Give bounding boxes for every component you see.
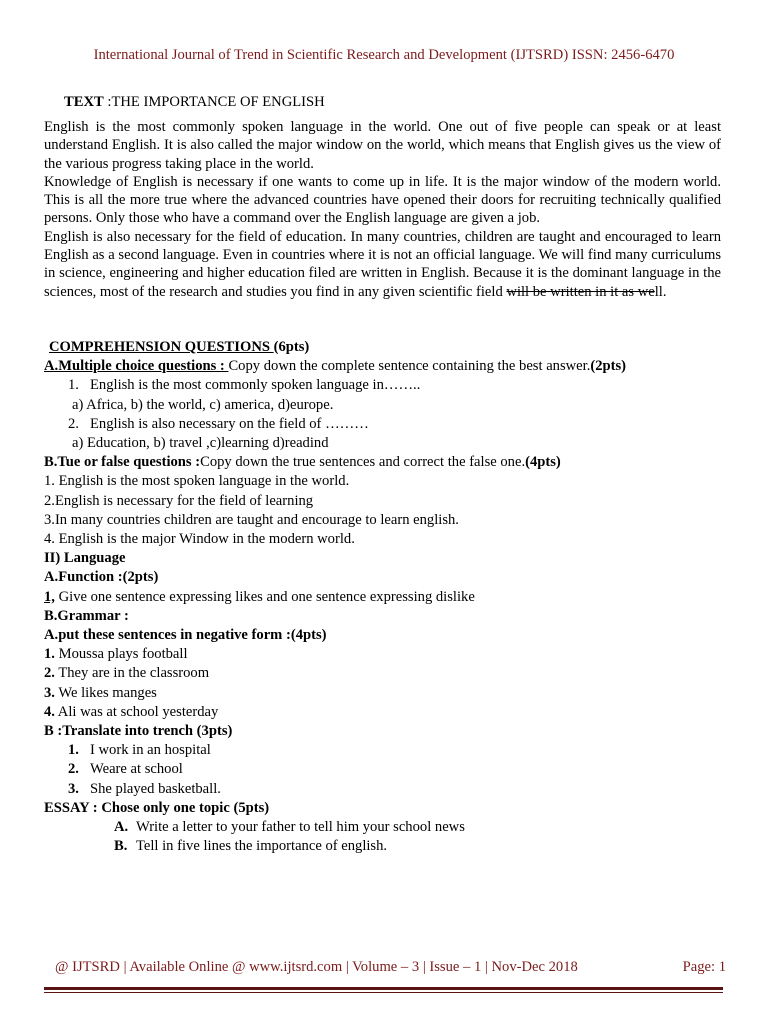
paragraph-3 (44, 228, 721, 301)
struck-text: will be written in it as we (506, 283, 655, 300)
essay-heading: ESSAY : Chose only one topic (5pts) (44, 799, 270, 816)
function-item: 1, Give one sentence expressing likes and one sentence expressing dislike (44, 588, 475, 605)
paragraph-2: Knowledge of English is necessary if one wants to come up in life. It is the major window of the modern world. This is all the more true where the advanced countries have opened their doors for recruiting technically qualified persons. Only those who have a command over the English language are given a job. (44, 173, 721, 227)
negative-item: 4. Ali was at school yesterday (44, 703, 219, 720)
title-text: :THE IMPORTANCE OF ENGLISH (103, 94, 325, 110)
text-title (64, 94, 325, 111)
negative-item: 1. Moussa plays football (44, 646, 188, 663)
mcq-options-2: a) Education, b) travel ,c)learning d)readind (72, 435, 329, 452)
paragraph-1: English is the most commonly spoken language in the world. One out of five people can speak or at least understand English. It is also called the major window on the world, which means that English gives us the view of the various progress taking place in the world. (44, 119, 721, 172)
footer-rule-thin (44, 992, 723, 993)
title-label: TEXT (64, 94, 104, 110)
mcq-instruction: A.Multiple choice questions : Copy down the complete sentence containing the best answer.(2pts) (44, 358, 627, 375)
reading-passage (44, 118, 721, 301)
mcq-options-1: a) Africa, b) the world, c) america, d)europe. (72, 396, 334, 413)
language-heading: II) Language (44, 550, 126, 567)
paragraph-3-main: English is also necessary for the field of education. In many countries, children are taught and encouraged to learn English as a second language. Even in countries where it is not an official language. We will find many curriculums in science, engineering and higher education filed are written in English. Because it is the dominant language in the sciences, most of the research and studies you find in any given scientific field (44, 228, 721, 300)
negative-item: 2. They are in the classroom (44, 665, 210, 682)
footer-rule-thick (44, 987, 723, 990)
questions-section (44, 338, 734, 856)
grammar-heading: B.Grammar : (44, 607, 129, 624)
paragraph-3-end: ll. (654, 283, 667, 300)
essay-topic: A. Write a letter to your father to tell him your school news (114, 819, 465, 836)
translate-item: 2. Weare at school (68, 761, 183, 778)
mcq-question-1: 1. English is the most commonly spoken language in…….. (68, 377, 421, 394)
tf-item: 1. English is the most spoken language in the world. (44, 473, 350, 490)
translate-item: 1. I work in an hospital (68, 742, 211, 759)
translate-heading: B :Translate into trench (3pts) (44, 723, 233, 740)
page-number: Page: 1 (682, 959, 726, 975)
translate-item: 3. She played basketball. (68, 780, 221, 797)
mcq-question-2: 2. English is also necessary on the field of ……… (68, 415, 369, 432)
tf-instruction: B.Tue or false questions :Copy down the true sentences and correct the false one.(4pts) (44, 454, 561, 471)
journal-header: International Journal of Trend in Scientific Research and Development (IJTSRD) ISSN: 2456-6470 (93, 47, 675, 63)
tf-item: 2.English is necessary for the field of learning (44, 492, 314, 509)
function-heading: A.Function :(2pts) (44, 569, 159, 586)
tf-item: 4. English is the major Window in the modern world. (44, 531, 355, 548)
negative-item: 3. We likes manges (44, 684, 157, 701)
tf-item: 3.In many countries children are taught and encourage to learn english. (44, 511, 459, 528)
footer-info: @ IJTSRD | Available Online @ www.ijtsrd.com | Volume – 3 | Issue – 1 | Nov-Dec 2018 (55, 959, 578, 975)
essay-topic: B. Tell in five lines the importance of english. (114, 838, 388, 855)
negative-heading: A.put these sentences in negative form :(4pts) (44, 627, 327, 644)
comprehension-heading: COMPREHENSION QUESTIONS (6pts) (49, 339, 310, 355)
